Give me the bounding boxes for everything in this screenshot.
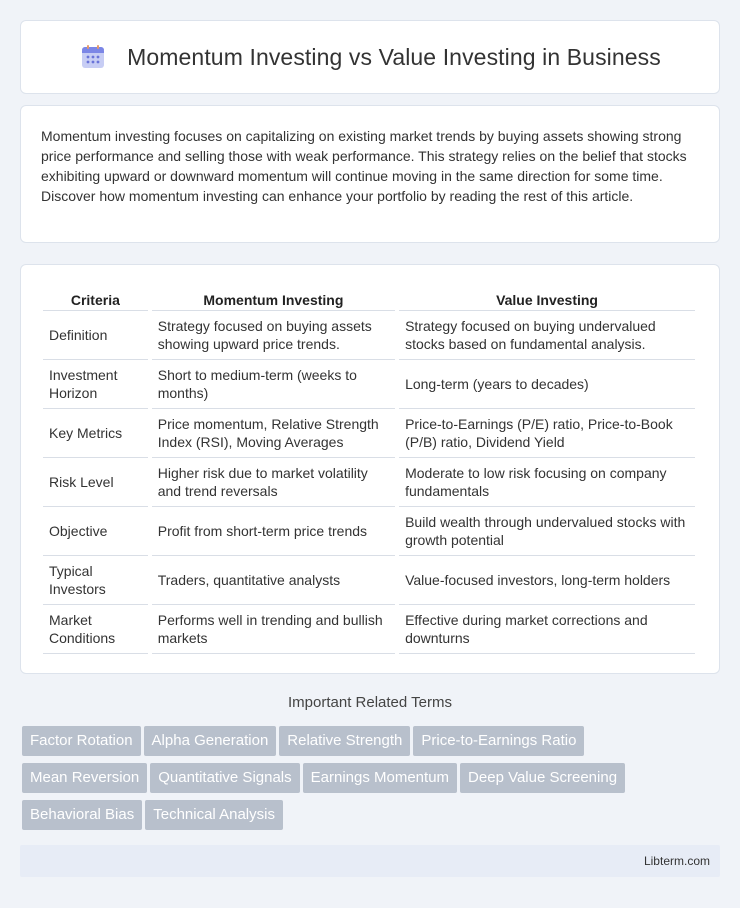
related-terms-title: Important Related Terms [288,694,452,711]
table-row [43,605,695,654]
cell-value: Value-focused investors, long-term holders [399,556,695,605]
intro-card [20,105,720,243]
related-term-tag[interactable]: Relative Strength [279,726,410,756]
header-criteria: Criteria [43,285,148,311]
related-term-tag[interactable]: Quantitative Signals [150,763,299,793]
intro-text: Momentum investing focuses on capitalizing on existing market trends by buying assets showing strong price performance and selling those with weak performance. This strategy relies on the belief that stocks exhibiting upward or downward momentum will continue moving in the same direction for some time. Discover how momentum investing can enhance your portfolio by reading the rest of this article. [41,128,687,204]
cell-momentum: Performs well in trending and bullish markets [152,605,395,654]
cell-value: Effective during market corrections and downturns [399,605,695,654]
comparison-table [39,285,699,654]
cell-criteria: Key Metrics [43,409,148,458]
cell-criteria: Definition [43,311,148,360]
related-term-tag[interactable]: Technical Analysis [145,800,283,830]
table-row [43,458,695,507]
header-card [20,20,720,94]
cell-criteria: Typical Investors [43,556,148,605]
related-term-tag[interactable]: Mean Reversion [22,763,147,793]
related-term-tag[interactable]: Factor Rotation [22,726,141,756]
calendar-grid-icon [79,43,107,71]
cell-value: Moderate to low risk focusing on company fundamentals [399,458,695,507]
cell-criteria: Investment Horizon [43,360,148,409]
related-term-tag[interactable]: Alpha Generation [144,726,277,756]
related-term-tag[interactable]: Price-to-Earnings Ratio [413,726,584,756]
table-row [43,409,695,458]
cell-momentum: Short to medium-term (weeks to months) [152,360,395,409]
footer [20,845,720,877]
comparison-card [20,264,720,674]
related-terms-list [22,726,722,837]
table-row [43,556,695,605]
cell-criteria: Objective [43,507,148,556]
related-term-tag[interactable]: Behavioral Bias [22,800,142,830]
page-title: Momentum Investing vs Value Investing in Business [127,43,661,70]
table-row [43,507,695,556]
cell-momentum: Strategy focused on buying assets showing upward price trends. [152,311,395,360]
cell-momentum: Price momentum, Relative Strength Index (RSI), Moving Averages [152,409,395,458]
cell-value: Build wealth through undervalued stocks with growth potential [399,507,695,556]
related-term-tag[interactable]: Earnings Momentum [303,763,457,793]
cell-criteria: Risk Level [43,458,148,507]
table-row [43,311,695,360]
cell-value: Long-term (years to decades) [399,360,695,409]
header-value: Value Investing [399,285,695,311]
cell-momentum: Profit from short-term price trends [152,507,395,556]
cell-momentum: Higher risk due to market volatility and trend reversals [152,458,395,507]
footer-site-link[interactable]: Libterm.com [643,854,710,868]
cell-criteria: Market Conditions [43,605,148,654]
related-term-tag[interactable]: Deep Value Screening [460,763,625,793]
cell-value: Strategy focused on buying undervalued stocks based on fundamental analysis. [399,311,695,360]
table-header-row [43,285,695,311]
cell-momentum: Traders, quantitative analysts [152,556,395,605]
table-row [43,360,695,409]
cell-value: Price-to-Earnings (P/E) ratio, Price-to-Book (P/B) ratio, Dividend Yield [399,409,695,458]
header-momentum: Momentum Investing [152,285,395,311]
